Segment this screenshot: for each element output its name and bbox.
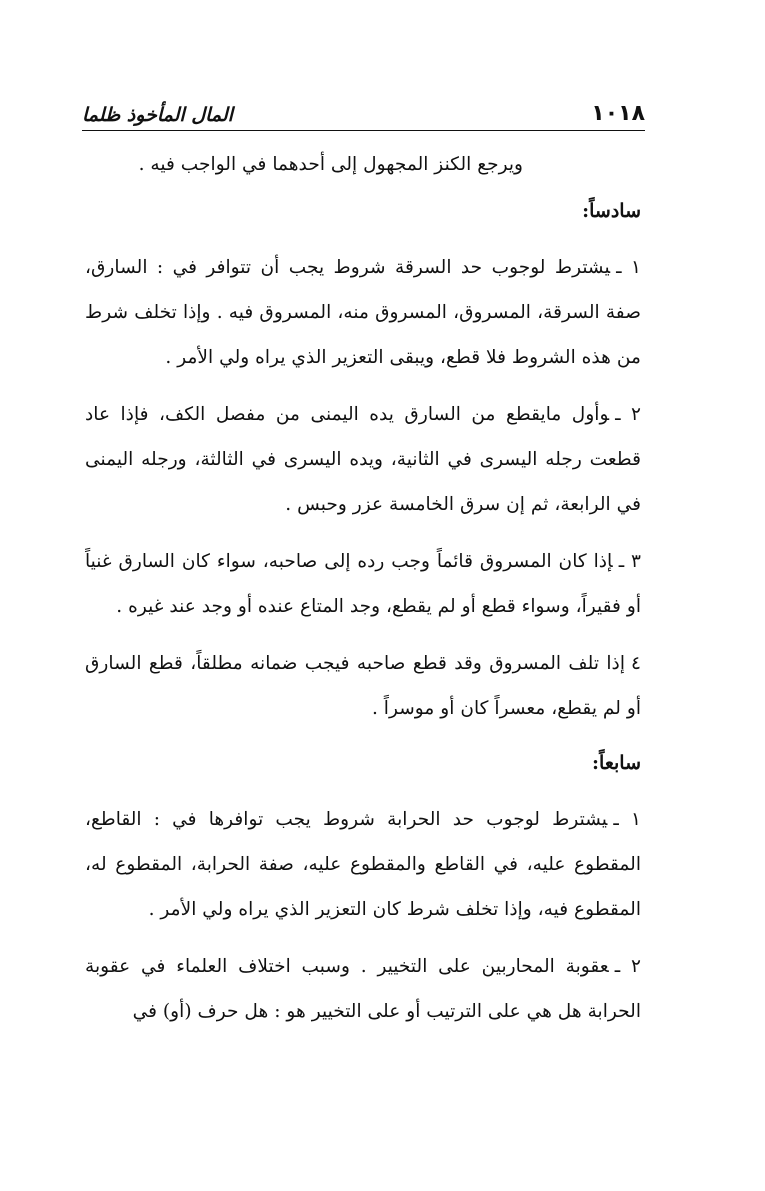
list-item — [85, 539, 641, 629]
page-number: ١٠١٨ — [591, 101, 645, 126]
item-number: ٢ ـ — [614, 956, 641, 977]
list-item — [85, 797, 641, 932]
item-text: إذا كان المسروق قائماً وجب رده إلى صاحبه، سواء كان السارق غنياً أو فقيراً، وسواء قطع أو لم يقطع، وجد المتاع عنده أو وجد عند غيره . — [85, 551, 641, 617]
list-item — [85, 641, 641, 731]
item-number: ١ ـ — [613, 809, 641, 830]
section-title-seventh: سابعاً: — [592, 752, 641, 774]
item-text: يشترط لوجوب حد الحرابة شروط يجب توافرها في : القاطع، المقطوع عليه، في القاطع والمقطوع عليه، صفة الحرابة، المقطوع له، المقطوع فيه، وإذا تخلف شرط كان التعزير الذي يراه ولي الأمر . — [85, 809, 641, 920]
running-title: المال المأخوذ ظلما — [82, 104, 233, 126]
item-number: ٤ — [631, 653, 641, 674]
item-text: إذا تلف المسروق وقد قطع صاحبه فيجب ضمانه مطلقاً، قطع السارق أو لم يقطع، معسراً كان أو موسراً . — [85, 653, 641, 719]
section-title-sixth: سادساً: — [582, 200, 641, 222]
item-text: عقوبة المحاربين على التخيير . وسبب اختلاف العلماء في عقوبة الحرابة هل هي على الترتيب أو على التخيير هو : هل حرف (أو) في — [85, 956, 641, 1022]
item-number: ٣ ـ — [618, 551, 641, 572]
item-text: يشترط لوجوب حد السرقة شروط يجب أن تتوافر في : السارق، صفة السرقة، المسروق، المسروق منه، المسروق فيه . وإذا تخلف شرط من هذه الشروط فلا قطع، ويبقى التعزير الذي يراه ولي الأمر . — [85, 257, 641, 368]
item-text: وأول مايقطع من السارق يده اليمنى من مفصل الكف، فإذا عاد قطعت رجله اليسرى في الثانية، ويده اليسرى في الثالثة، ورجله اليمنى في الرابعة، ثم إن سرق الخامسة عزر وحبس . — [85, 404, 641, 515]
page-body — [85, 142, 641, 1046]
page-header — [82, 92, 645, 131]
intro-paragraph: ويرجع الكنز المجهول إلى أحدهما في الواجب فيه . — [138, 154, 523, 175]
item-number: ١ ـ — [616, 257, 641, 278]
list-item — [85, 944, 641, 1034]
item-number: ٢ ـ — [615, 404, 642, 425]
list-item — [85, 392, 641, 527]
list-item — [85, 245, 641, 380]
